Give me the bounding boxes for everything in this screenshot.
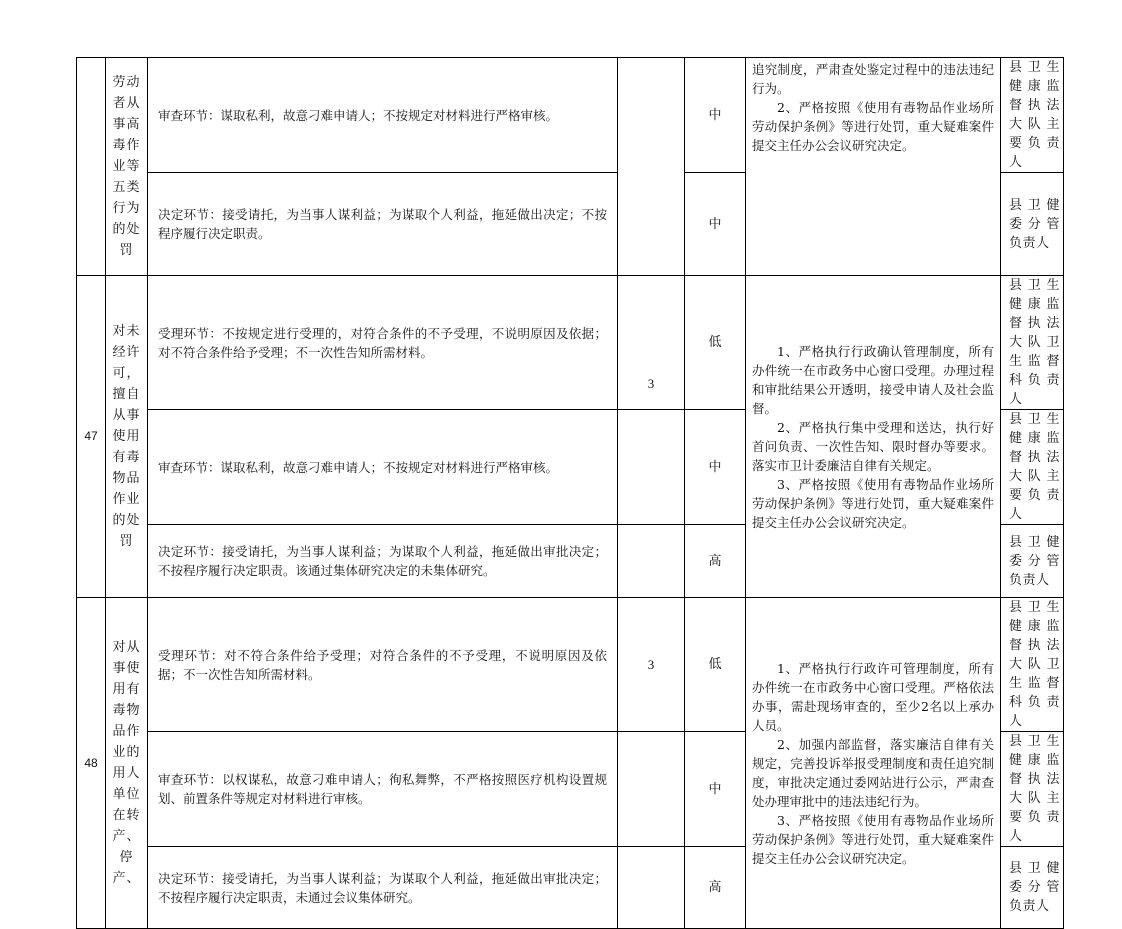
measure-paragraph: 3、严格按照《使用有毒物品作业场所劳动保护条例》等进行处罚，重大疑难案件提交主任办公会议研究决定。 — [752, 812, 994, 866]
table-row — [77, 598, 1064, 732]
decision-step-cell: 决定环节：接受请托，为当事人谋利益；为谋取个人利益，拖延做出审批决定；不按程序履行决定职责，未通过会议集体研究。 — [148, 847, 618, 929]
risk-count-cell — [618, 410, 685, 525]
decision-step-cell: 决定环节：接受请托，为当事人谋利益；为谋取个人利益，拖延做出决定；不按程序履行决定职责。 — [148, 173, 618, 276]
risk-count-cell — [618, 732, 685, 847]
measure-paragraph: 2、严格按照《使用有毒物品作业场所劳动保护条例》等进行处罚，重大疑难案件提交主任办公会议研究决定。 — [752, 100, 994, 153]
risk-count-cell — [618, 847, 685, 929]
control-measures-cell — [746, 598, 1001, 929]
risk-level-cell: 高 — [685, 525, 746, 598]
row-number-cell — [77, 58, 106, 276]
measure-paragraph: 追究制度，严肃查处鉴定过程中的违法违纪行为。 — [752, 62, 994, 96]
risk-level-cell: 中 — [685, 732, 746, 847]
accept-step-cell: 受理环节：对不符合条件给予受理；对符合条件的不予受理，不说明原因及依据；不一次性告知所需材料。 — [148, 598, 618, 732]
measure-paragraph: 1、严格执行行政确认管理制度，所有办件统一在市政务中心窗口受理。办理过程和审批结果公开透明，接受申请人及社会监督。 — [752, 343, 994, 416]
decision-step-cell: 决定环节：接受请托，为当事人谋利益；为谋取个人利益，拖延做出审批决定；不按程序履行决定职责。该通过集体研究决定的未集体研究。 — [148, 525, 618, 598]
risk-level-cell: 中 — [685, 410, 746, 525]
review-step-cell: 审查环节：谋取私利，故意刁难申请人；不按规定对材料进行严格审核。 — [148, 410, 618, 525]
row-number-cell: 48 — [77, 598, 106, 929]
responsible-cell: 县卫健委分管负责人 — [1001, 525, 1064, 598]
risk-level-cell: 低 — [685, 276, 746, 410]
review-step-cell: 审查环节：以权谋私，故意刁难申请人；徇私舞弊，不严格按照医疗机构设置规划、前置条件等规定对材料进行审核。 — [148, 732, 618, 847]
table-row — [77, 58, 1064, 173]
risk-control-table — [76, 57, 1064, 929]
review-step-cell: 审查环节：谋取私利，故意刁难申请人；不按规定对材料进行严格审核。 — [148, 58, 618, 173]
control-measures-cell — [746, 58, 1001, 276]
risk-count-cell — [618, 58, 685, 276]
measure-paragraph: 3、严格按照《使用有毒物品作业场所劳动保护条例》等进行处罚，重大疑难案件提交主任办公会议研究决定。 — [752, 476, 994, 530]
responsible-cell: 县卫生健康监督执法大队主要负责人 — [1001, 410, 1064, 525]
measure-paragraph: 1、严格执行行政许可管理制度，所有办件统一在市政务中心窗口受理。严格依法办事，需赴现场审查的，至少2名以上承办人员。 — [752, 660, 994, 733]
risk-count-cell: 3 — [618, 276, 685, 410]
risk-count-cell: 3 — [618, 598, 685, 732]
risk-level-cell: 中 — [685, 173, 746, 276]
risk-level-cell: 低 — [685, 598, 746, 732]
risk-count-cell — [618, 525, 685, 598]
measure-paragraph: 2、加强内部监督，落实廉洁自律有关规定，完善投诉举报受理制度和责任追究制度，审批决定通过委网站进行公示，严肃查处办理审批中的违法违纪行为。 — [752, 736, 994, 809]
responsible-cell: 县卫生健康监督执法大队卫生监督科负责人 — [1001, 276, 1064, 410]
responsible-cell: 县卫生健康监督执法大队卫生监督科负责人 — [1001, 598, 1064, 732]
accept-step-cell: 受理环节：不按规定进行受理的，对符合条件的不予受理，不说明原因及依据；对不符合条件给予受理；不一次性告知所需材料。 — [148, 276, 618, 410]
item-name-cell: 对从事使用有毒物品作业的用人单位在转产、停产、 — [106, 598, 148, 929]
control-measures-cell — [746, 276, 1001, 598]
item-name-cell: 劳动者从事高毒作业等五类行为的处罚 — [106, 58, 148, 276]
risk-level-cell: 中 — [685, 58, 746, 173]
row-number-cell: 47 — [77, 276, 106, 598]
item-name-cell: 对未经许可，擅自从事使用有毒物品作业的处罚 — [106, 276, 148, 598]
table-row — [77, 276, 1064, 410]
responsible-cell: 县卫健委分管负责人 — [1001, 173, 1064, 276]
risk-level-cell: 高 — [685, 847, 746, 929]
responsible-cell: 县卫生健康监督执法大队主要负责人 — [1001, 58, 1064, 173]
responsible-cell: 县卫健委分管负责人 — [1001, 847, 1064, 929]
measure-paragraph: 2、严格执行集中受理和送达，执行好首问负责、一次性告知、限时督办等要求。落实市卫计委廉洁自律有关规定。 — [752, 419, 994, 473]
responsible-cell: 县卫生健康监督执法大队主要负责人 — [1001, 732, 1064, 847]
